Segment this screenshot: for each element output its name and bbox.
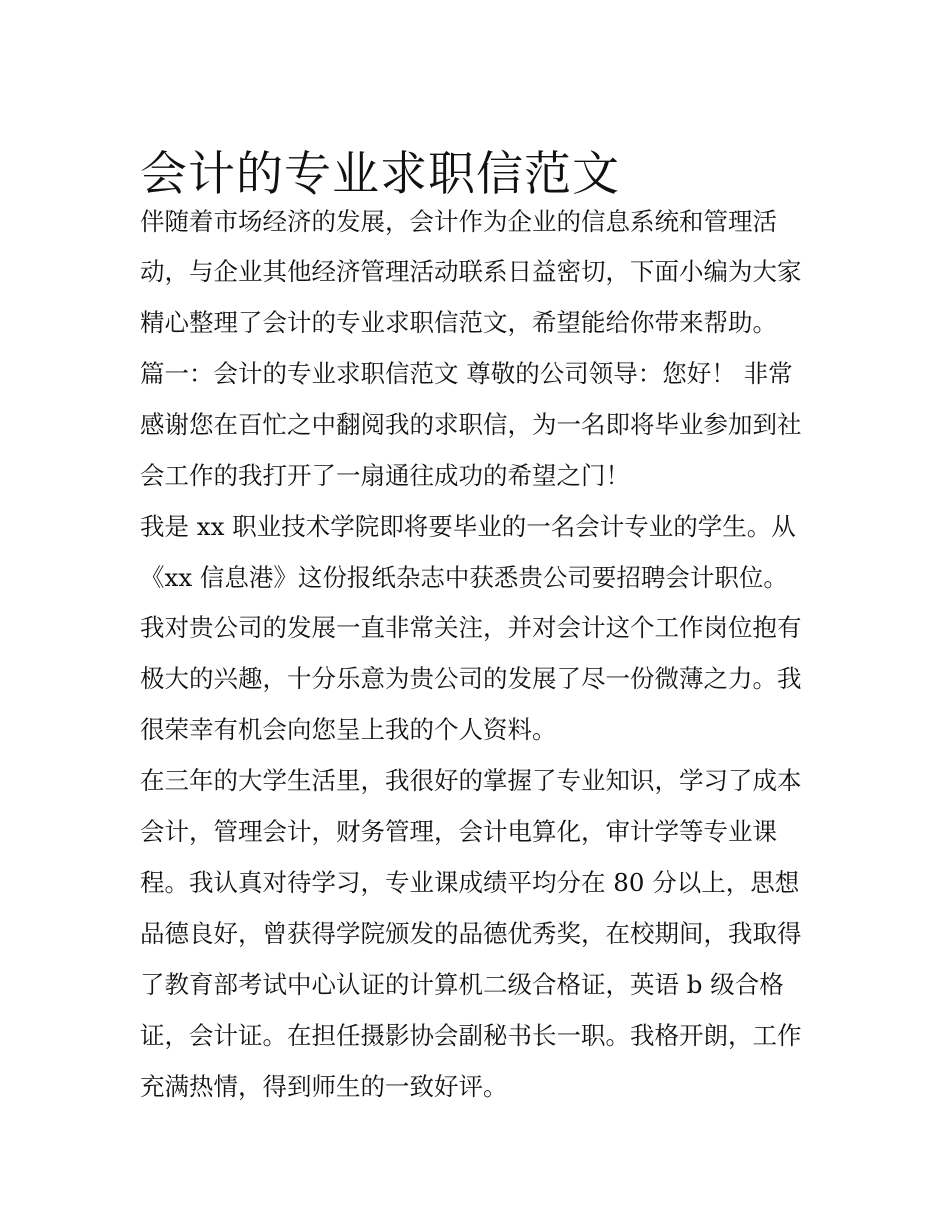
body-line-11: 很荣幸有机会向您呈上我的个人资料。	[140, 715, 557, 744]
body-line-13: 会计，管理会计，财务管理，会计电算化，审计学等专业课	[140, 817, 777, 846]
body-line-7: 我是 xx 职业技术学院即将要毕业的一名会计专业的学生。从	[140, 512, 796, 541]
body-line-2: 动，与企业其他经济管理活动联系日益密切，下面小编为大家	[140, 257, 802, 286]
body-line-3: 精心整理了会计的专业求职信范文，希望能给你带来帮助。	[140, 308, 777, 337]
body-line-12: 在三年的大学生活里，我很好的掌握了专业知识，学习了成本	[140, 766, 802, 795]
body-line-4: 篇一：会计的专业求职信范文 尊敬的公司领导：您好！ 非常	[140, 359, 793, 388]
body-line-14: 程。我认真对待学习，专业课成绩平均分在 80 分以上，思想	[140, 868, 800, 897]
body-line-1: 伴随着市场经济的发展，会计作为企业的信息系统和管理活	[140, 207, 777, 236]
body-line-17: 证，会计证。在担任摄影协会副秘书长一职。我格开朗，工作	[140, 1021, 802, 1050]
body-line-10: 极大的兴趣，十分乐意为贵公司的发展了尽一份微薄之力。我	[140, 664, 802, 693]
body-line-8: 《xx 信息港》这份报纸杂志中获悉贵公司要招聘会计职位。	[140, 563, 788, 592]
body-line-9: 我对贵公司的发展一直非常关注，并对会计这个工作岗位抱有	[140, 613, 802, 642]
body-line-5: 感谢您在百忙之中翻阅我的求职信，为一名即将毕业参加到社	[140, 410, 802, 439]
document-title: 会计的专业求职信范文	[140, 147, 620, 203]
body-line-16: 了教育部考试中心认证的计算机二级合格证，英语 b 级合格	[140, 970, 784, 999]
body-line-18: 充满热情，得到师生的一致好评。	[140, 1072, 508, 1101]
body-line-15: 品德良好，曾获得学院颁发的品德优秀奖，在校期间，我取得	[140, 919, 802, 948]
body-line-6: 会工作的我打开了一扇通往成功的希望之门！	[140, 461, 630, 490]
